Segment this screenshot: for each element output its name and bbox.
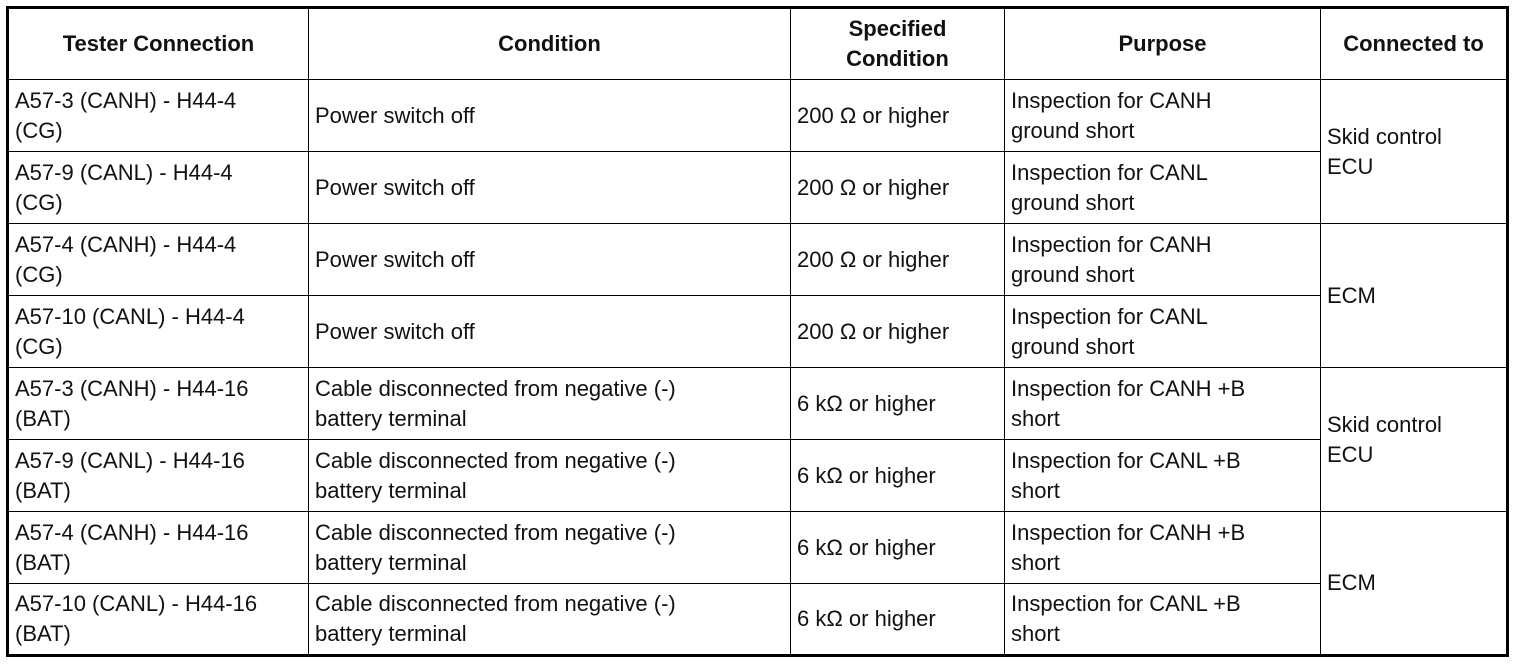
specified-condition-cell: 6 kΩ or higher [791, 440, 1005, 512]
table-row [8, 584, 1508, 656]
header-condition: Condition [309, 8, 791, 80]
condition-cell [309, 152, 791, 224]
tester-connection-line2: (BAT) [15, 621, 71, 646]
tester-connection-line1: A57-3 (CANH) - H44-16 [15, 375, 249, 401]
table-row [8, 224, 1508, 296]
condition-cell [309, 440, 791, 512]
purpose-line1: Inspection for CANH [1011, 231, 1212, 257]
header-specified-condition [791, 8, 1005, 80]
tester-connection-line1: A57-10 (CANL) - H44-16 [15, 591, 258, 616]
tester-connection-cell [8, 512, 309, 584]
purpose-cell [1005, 224, 1321, 296]
purpose-cell [1005, 80, 1321, 152]
purpose-line2: short [1011, 405, 1060, 431]
purpose-line2: ground short [1011, 261, 1135, 287]
purpose-line1: Inspection for CANH +B [1011, 519, 1246, 545]
purpose-line2: short [1011, 549, 1060, 575]
connected-to-cell [1321, 224, 1508, 368]
table-row [8, 296, 1508, 368]
tester-connection-cell [8, 440, 309, 512]
purpose-cell [1005, 152, 1321, 224]
purpose-line2: short [1011, 621, 1060, 646]
connected-to-cell [1321, 512, 1508, 656]
purpose-cell [1005, 296, 1321, 368]
specified-condition-cell: 6 kΩ or higher [791, 584, 1005, 656]
header-row [8, 8, 1508, 80]
tester-connection-line2: (CG) [15, 261, 63, 287]
connected-to-cell [1321, 368, 1508, 512]
purpose-line1: Inspection for CANH +B [1011, 375, 1246, 401]
purpose-line1: Inspection for CANL +B [1011, 591, 1241, 616]
condition-cell [309, 80, 791, 152]
tester-connection-line2: (CG) [15, 189, 63, 215]
connected-to-cell [1321, 80, 1508, 224]
condition-line1: Cable disconnected from negative (-) [315, 591, 676, 616]
table-row [8, 80, 1508, 152]
tester-connection-line1: A57-10 (CANL) - H44-4 [15, 303, 245, 329]
condition-cell [309, 224, 791, 296]
tester-connection-line1: A57-3 (CANH) - H44-4 [15, 87, 237, 113]
connected-to-line2: ECU [1327, 153, 1374, 179]
tester-connection-cell [8, 368, 309, 440]
purpose-line1: Inspection for CANL [1011, 159, 1208, 185]
purpose-line2: short [1011, 477, 1060, 503]
purpose-line1: Inspection for CANL +B [1011, 447, 1241, 473]
table-row [8, 440, 1508, 512]
purpose-line1: Inspection for CANH [1011, 87, 1212, 113]
tester-connection-line1: A57-4 (CANH) - H44-16 [15, 519, 249, 545]
condition-cell [309, 368, 791, 440]
condition-line1: Cable disconnected from negative (-) [315, 519, 676, 545]
purpose-line1: Inspection for CANL [1011, 303, 1208, 329]
connected-to-line1: Skid control [1327, 411, 1442, 437]
specified-condition-cell: 6 kΩ or higher [791, 512, 1005, 584]
tester-connection-line2: (BAT) [15, 405, 71, 431]
inspection-table [6, 6, 1509, 657]
header-specified-condition-line2: Condition [846, 46, 949, 71]
tester-connection-cell [8, 224, 309, 296]
purpose-cell [1005, 440, 1321, 512]
table-row [8, 368, 1508, 440]
condition-line1: Cable disconnected from negative (-) [315, 375, 676, 401]
condition-cell [309, 584, 791, 656]
header-specified-condition-line1: Specified [848, 16, 947, 41]
condition-line2: battery terminal [315, 477, 467, 503]
condition-line1: Power switch off [315, 318, 475, 344]
tester-connection-line1: A57-9 (CANL) - H44-16 [15, 447, 245, 473]
condition-line1: Power switch off [315, 246, 475, 272]
purpose-cell [1005, 512, 1321, 584]
tester-connection-line1: A57-9 (CANL) - H44-4 [15, 159, 233, 185]
header-tester-connection: Tester Connection [8, 8, 309, 80]
condition-line2: battery terminal [315, 405, 467, 431]
condition-cell [309, 296, 791, 368]
purpose-line2: ground short [1011, 189, 1135, 215]
purpose-cell [1005, 584, 1321, 656]
purpose-cell [1005, 368, 1321, 440]
tester-connection-line2: (CG) [15, 333, 63, 359]
header-purpose: Purpose [1005, 8, 1321, 80]
tester-connection-line1: A57-4 (CANH) - H44-4 [15, 231, 237, 257]
condition-line2: battery terminal [315, 549, 467, 575]
purpose-line2: ground short [1011, 117, 1135, 143]
tester-connection-cell [8, 152, 309, 224]
specified-condition-cell: 6 kΩ or higher [791, 368, 1005, 440]
specified-condition-cell: 200 Ω or higher [791, 80, 1005, 152]
connected-to-line2: ECU [1327, 441, 1374, 467]
condition-line1: Cable disconnected from negative (-) [315, 447, 676, 473]
condition-cell [309, 512, 791, 584]
purpose-line2: ground short [1011, 333, 1135, 359]
condition-line2: battery terminal [315, 621, 467, 646]
table-row [8, 152, 1508, 224]
connected-to-line1: Skid control [1327, 123, 1442, 149]
specified-condition-cell: 200 Ω or higher [791, 224, 1005, 296]
condition-line1: Power switch off [315, 174, 475, 200]
connected-to-line1: ECM [1327, 570, 1376, 595]
table-row [8, 512, 1508, 584]
tester-connection-cell [8, 80, 309, 152]
header-connected-to: Connected to [1321, 8, 1508, 80]
specified-condition-cell: 200 Ω or higher [791, 296, 1005, 368]
tester-connection-cell [8, 584, 309, 656]
specified-condition-cell: 200 Ω or higher [791, 152, 1005, 224]
tester-connection-line2: (CG) [15, 117, 63, 143]
tester-connection-line2: (BAT) [15, 549, 71, 575]
condition-line1: Power switch off [315, 102, 475, 128]
connected-to-line1: ECM [1327, 282, 1376, 308]
tester-connection-cell [8, 296, 309, 368]
tester-connection-line2: (BAT) [15, 477, 71, 503]
